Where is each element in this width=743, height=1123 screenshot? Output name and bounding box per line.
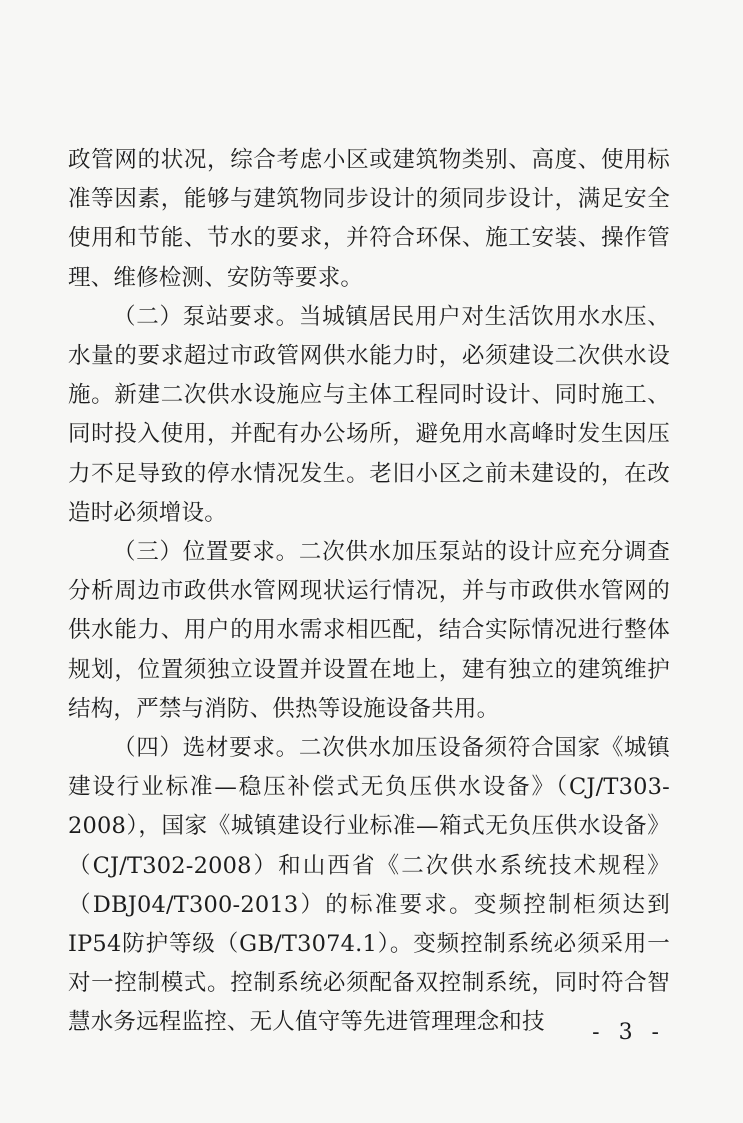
paragraph-location: （三）位置要求。二次供水加压泵站的设计应充分调查分析周边市政供水管网现状运行情况，并与市政供水管网的供水能力、用户的用水需求相匹配，结合实际情况进行整体规划，位置须独立设置并设置在地上，建有独立的建筑维护结构，严禁与消防、供热等设施设备共用。: [68, 539, 670, 722]
paragraph-pump-station: （二）泵站要求。当城镇居民用户对生活饮用水水压、水量的要求超过市政管网供水能力时，必须建设二次供水设施。新建二次供水设施应与主体工程同时设计、同时施工、同时投入使用，并配有办公场所，避免用水高峰时发生因压力不足导致的停水情况发生。老旧小区之前未建设的，在改造时必须增设。: [68, 303, 670, 526]
paragraph-materials: （四）选材要求。二次供水加压设备须符合国家《城镇建设行业标准—稳压补偿式无负压供水设备》（CJ/T303-2008），国家《城镇建设行业标准—箱式无负压供水设备》（CJ/T302-2008）和山西省《二次供水系统技术规程》（DBJ04/T300-2013）的标准要求。变频控制柜须达到IP54防护等级（GB/T3074.1）。变频控制系统必须采用一对一控制模式。控制系统必须配备双控制系统，同时符合智慧水务远程监控、无人值守等先进管理理念和技: [68, 735, 670, 1036]
paragraph-continuation: 政管网的状况，综合考虑小区或建筑物类别、高度、使用标准等因素，能够与建筑物同步设计的须同步设计，满足安全使用和节能、节水的要求，并符合环保、施工安装、操作管理、维修检测、安防等要求。: [68, 147, 670, 291]
page-number: - 3 -: [592, 1020, 665, 1045]
body-text: [68, 141, 670, 1043]
